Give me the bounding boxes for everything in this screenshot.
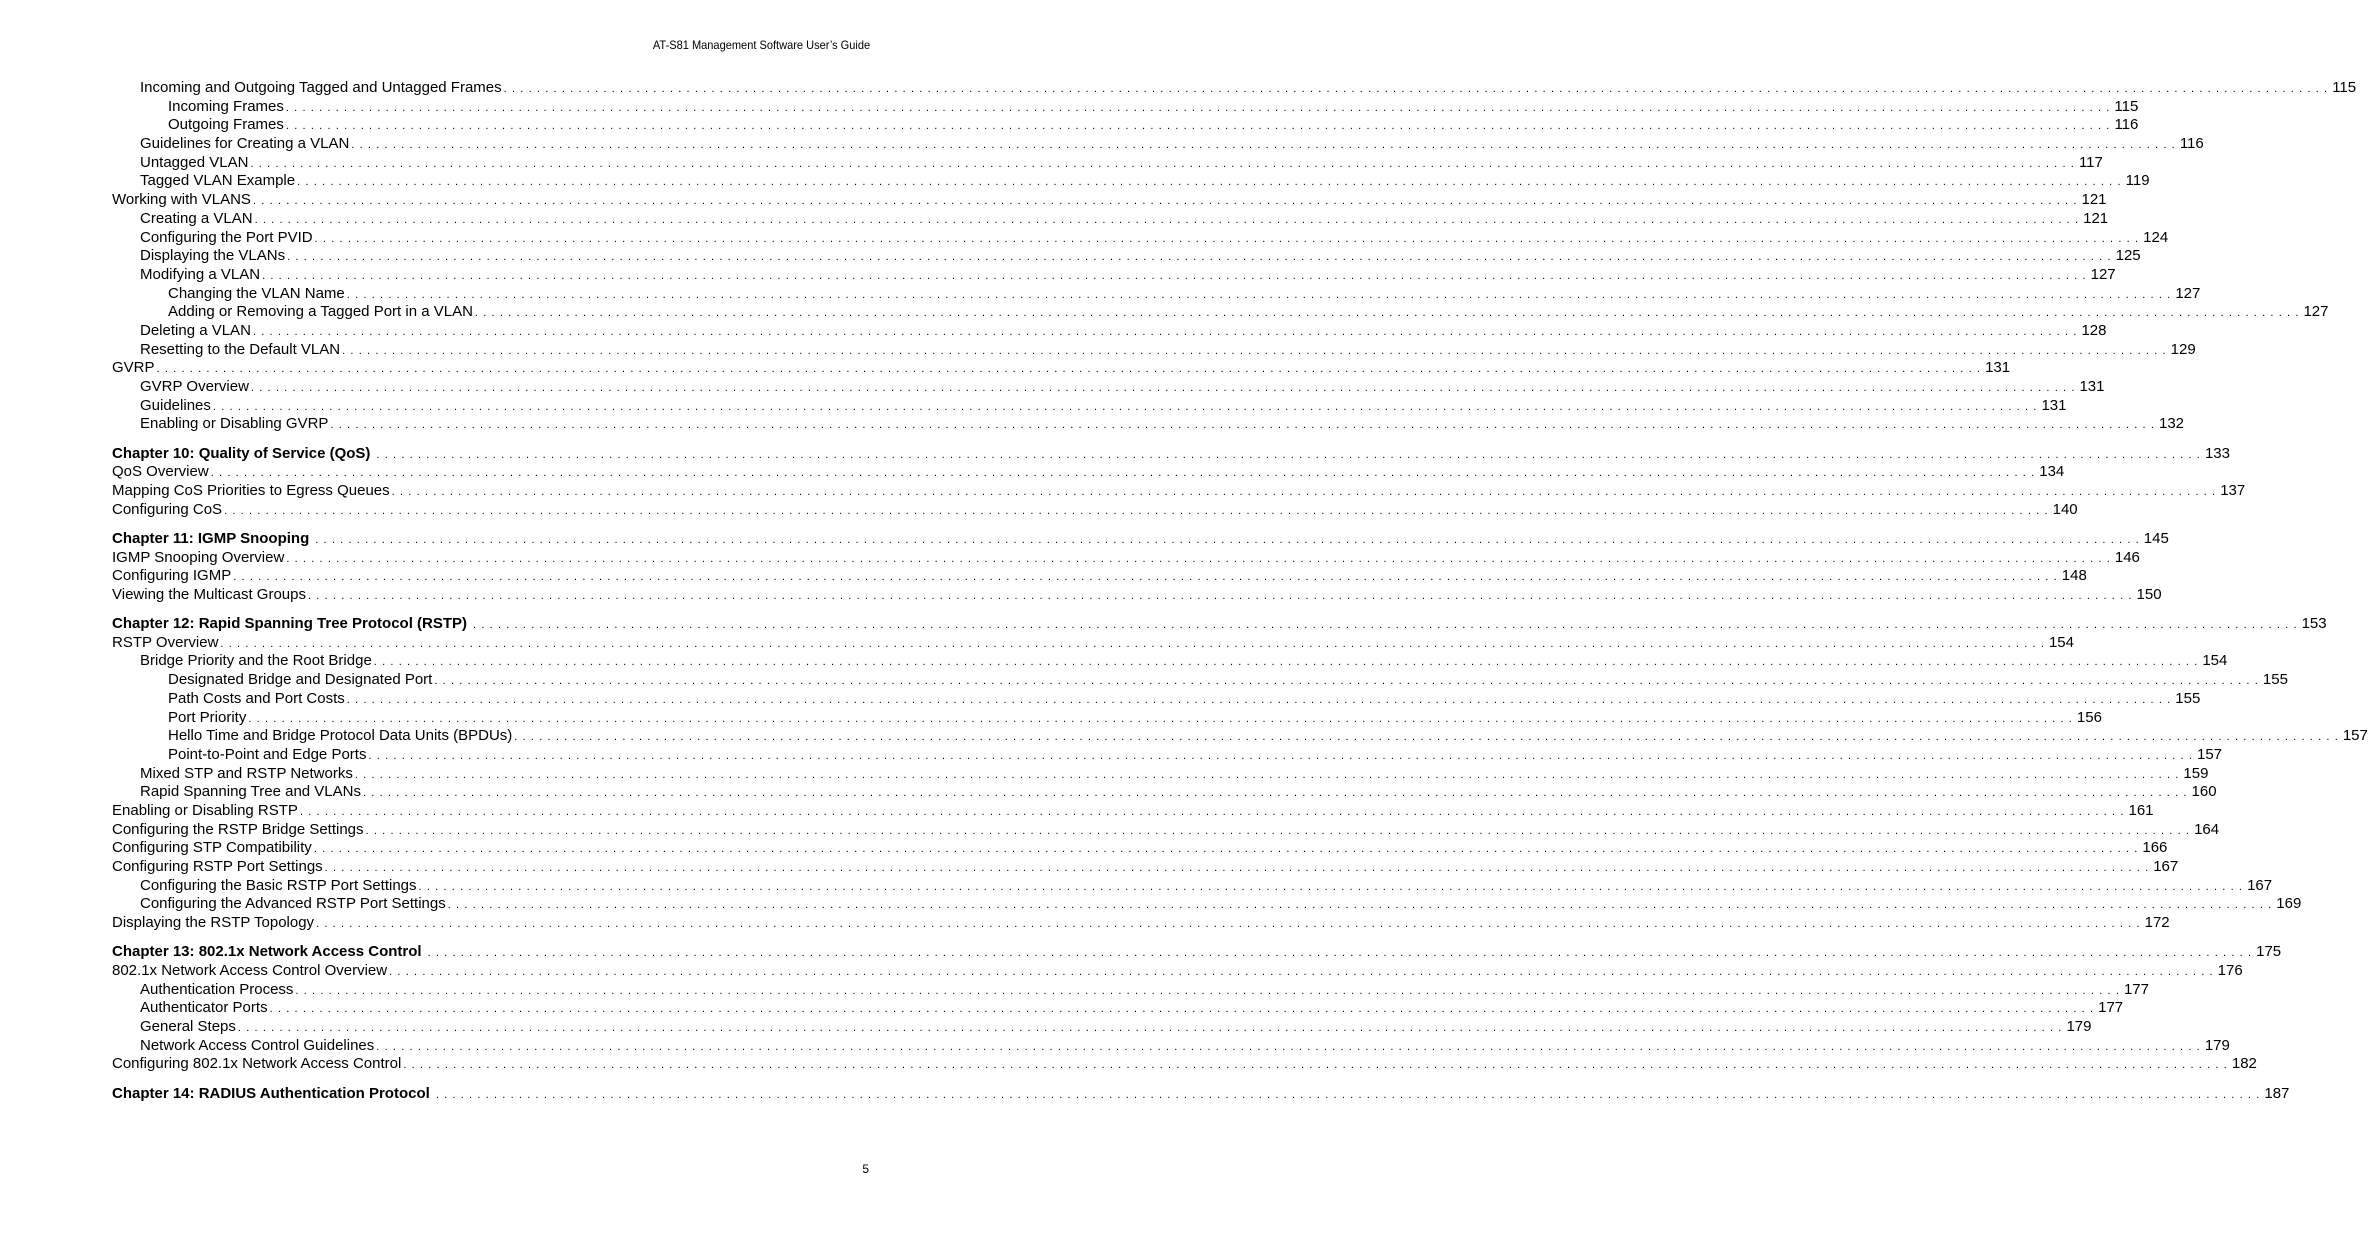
dot-leader: . . . . . . . . . . . . . . . . . . . . . . . . . . . . . . . . . . . . . . . . . . . . . . . . . . . . . . . . . . . . . . . . . . . . . . . . . . . . . . . . . . . . . . . . . . . . . . . . . . . . . . . . . . . . . . . . . . . . . . . . . . . . . . . . . . . . . . . . . . . . . . . . . . . . . . . . . . . . . . . . . . . . . . . . . . . . . . . . . . . . . . . . . . . . . . . . . . . . . . . . . . . . . . . . . . . . . . . . . . . . (299, 805, 2125, 818)
toc-entry[interactable] (112, 284, 2201, 304)
dot-leader: . . . . . . . . . . . . . . . . . . . . . . . . . . . . . . . . . . . . . . . . . . . . . . . . . . . . . . . . . . . . . . . . . . . . . . . . . . . . . . . . . . . . . . . . . . . . . . . . . . . . . . . . . . . . . . . . . . . . . . . . . . . . . . . . . . . . . . . . . . . . . . . . . . . . . . . . . . . . . . . . . . . . . . . . . . . . . . . . . . . . . . . . . . . . . . . . . . . . . . . . . . . . . . . . . . . . . . . . . . . . (314, 232, 2140, 245)
toc-entry[interactable] (112, 764, 2209, 784)
dot-leader: . . . . . . . . . . . . . . . . . . . . . . . . . . . . . . . . . . . . . . . . . . . . . . . . . . . . . . . . . . . . . . . . . . . . . . . . . . . . . . . . . . . . . . . . . . . . . . . . . . . . . . . . . . . . . . . . . . . . . . . . . . . . . . . . . . . . . . . . . . . . . . . . . . . . . . . . . . . . . . . . . . . . . . . . . . . . . . . . . . . . . . . . . . . . . . . . . . . . . . . . . . . . . . . . . . . . . . . . . . . . (254, 213, 2080, 226)
dot-leader: . . . . . . . . . . . . . . . . . . . . . . . . . . . . . . . . . . . . . . . . . . . . . . . . . . . . . . . . . . . . . . . . . . . . . . . . . . . . . . . . . . . . . . . . . . . . . . . . . . . . . . . . . . . . . . . . . . . . . . . . . . . . . . . . . . . . . . . . . . . . . . . . . . . . . . . . . . . . . . . . . . . . . . . . . . . . . . . . . . . . . . . . . . . . . . . . . . . . . . . . . . . . . . . . . . . . . . . . . . . . (285, 120, 2111, 133)
dot-leader: . . . . . . . . . . . . . . . . . . . . . . . . . . . . . . . . . . . . . . . . . . . . . . . . . . . . . . . . . . . . . . . . . . . . . . . . . . . . . . . . . . . . . . . . . . . . . . . . . . . . . . . . . . . . . . . . . . . . . . . . . . . . . . . . . . . . . . . . . . . . . . . . . . . . . . . . . . . . . . . . . . . . . . . . . . . . . . . . . . . . . . . . . . . . . . . . . . . . . . . . . . . . . . . . . . . . . . . . . . . . (307, 589, 2133, 602)
toc-entry[interactable] (112, 135, 2204, 154)
dot-leader: . . . . . . . . . . . . . . . . . . . . . . . . . . . . . . . . . . . . . . . . . . . . . . . . . . . . . . . . . . . . . . . . . . . . . . . . . . . . . . . . . . . . . . . . . . . . . . . . . . . . . . . . . . . . . . . . . . . . . . . . . . . . . . . . . . . . . . . . . . . . . . . . . . . . . . . . . . . . . . . . . . . . . . . . . . . . . . . . . . . . . . . . . . . . . . . . . . . . . . . . . . . . . . . . . . . . . . . . . . . . (376, 1040, 2201, 1053)
toc-entry-page: 154 (2048, 633, 2074, 651)
toc-entry-title: RSTP Overview (112, 633, 219, 651)
dot-leader: . . . . . . . . . . . . . . . . . . . . . . . . . . . . . . . . . . . . . . . . . . . . . . . . . . . . . . . . . . . . . . . . . . . . . . . . . . . . . . . . . . . . . . . . . . . . . . . . . . . . . . . . . . . . . . . . . . . . . . . . . . . . . . . . . . . . . . . . . . . . . . . . . . . . . . . . . . . . . . . . . . . . . . . . . . . . . . . . . . . . . . . . . . . . . . . . . . . . . . . . . . . . . . . . . . . . . . . . . . . . (447, 899, 2273, 912)
toc-entry[interactable] (112, 876, 2273, 896)
toc-entry[interactable] (112, 745, 2223, 765)
toc-entry-title: Configuring the Basic RSTP Port Settings (140, 876, 417, 894)
toc-entry[interactable] (112, 321, 2107, 341)
toc-entry-page: 121 (2083, 209, 2109, 227)
toc-entry-page: 115 (2332, 79, 2357, 96)
toc-entry-page: 117 (2078, 153, 2103, 171)
toc-entry-page: 116 (2114, 116, 2139, 134)
toc-entry-page: 182 (2231, 1055, 2257, 1073)
dot-leader: . . . . . . . . . . . . . . . . . . . . . . . . . . . . . . . . . . . . . . . . . . . . . . . . . . . . . . . . . . . . . . . . . . . . . . . . . . . . . . . . . . . . . . . . . . . . . . . . . . . . . . . . . . . . . . . . . . . . . . . . . . . . . . . . . . . . . . . . . . . . . . . . . . . . . . . . . . . . . . . . . . . . . . . . . . . . . . . . . . . . . . . . . . . . . . . . . . . . . . . . . . . . . . . . . . . . . . . . . . . . (262, 269, 2087, 282)
dot-leader: . . . . . . . . . . . . . . . . . . . . . . . . . . . . . . . . . . . . . . . . . . . . . . . . . . . . . . . . . . . . . . . . . . . . . . . . . . . . . . . . . . . . . . . . . . . . . . . . . . . . . . . . . . . . . . . . . . . . . . . . . . . . . . . . . . . . . . . . . . . . . . . . . . . . . . . . . . . . . . . . . . . . . . . . . . . . . . . . . . . . . . . . . . . . . . . . . . . . . . . . . . . . . . . . . . . . . . . . . . . . (316, 918, 2141, 931)
toc-entry-page: 133 (2204, 444, 2230, 462)
toc-entry-page: 137 (2220, 481, 2246, 499)
toc-entry[interactable] (112, 1036, 2230, 1056)
toc-entry-title: GVRP Overview (140, 378, 249, 395)
toc-entry[interactable] (112, 783, 2217, 802)
toc-entry-title: Guidelines (140, 396, 211, 414)
toc-entry-title: Displaying the VLANs (140, 247, 286, 265)
toc-entry-title: Bridge Priority and the Root Bridge (140, 652, 372, 670)
toc-entry[interactable] (112, 228, 2169, 248)
toc-entry[interactable] (112, 463, 2065, 482)
dot-leader: . . . . . . . . . . . . . . . . . . . . . . . . . . . . . . . . . . . . . . . . . . . . . . . . . . . . . . . . . . . . . . . . . . . . . . . . . . . . . . . . . . . . . . . . . . . . . . . . . . . . . . . . . . . . . . . . . . . . . . . . . . . . . . . . . . . . . . . . . . . . . . . . . . . . . . . . . . . . . . . . . . . . . . . . . . . . . . . . . . . . . . . . . . . . . . . . . . . . . . . . . . . . . . . . . . . . . . . . . . . . (315, 533, 2140, 546)
dot-leader: . . . . . . . . . . . . . . . . . . . . . . . . . . . . . . . . . . . . . . . . . . . . . . . . . . . . . . . . . . . . . . . . . . . . . . . . . . . . . . . . . . . . . . . . . . . . . . . . . . . . . . . . . . . . . . . . . . . . . . . . . . . . . . . . . . . . . . . . . . . . . . . . . . . . . . . . . . . . . . . . . . . . . . . . . . . . . . . . . . . . . . . . . . . . . . . . . . . . . . . . . . . . . . . . . . . . . . . . . . . . (269, 1003, 2095, 1016)
toc-entry-page: 176 (2217, 961, 2243, 979)
toc-entry[interactable] (112, 839, 2168, 858)
toc-entry[interactable] (112, 567, 2087, 586)
toc-entry-title: Port Priority (168, 708, 247, 726)
toc-entry-page: 116 (2179, 135, 2204, 153)
toc-entry-title: Configuring the RSTP Bridge Settings (112, 820, 364, 838)
toc-entry-page: 119 (2125, 172, 2150, 190)
toc-chapter-entry[interactable] (112, 943, 2282, 962)
toc-entry-title: Mixed STP and RSTP Networks (140, 764, 353, 782)
toc-entry-title: Chapter 14: RADIUS Authentication Protocol (112, 1084, 430, 1102)
dot-leader: . . . . . . . . . . . . . . . . . . . . . . . . . . . . . . . . . . . . . . . . . . . . . . . . . . . . . . . . . . . . . . . . . . . . . . . . . . . . . . . . . . . . . . . . . . . . . . . . . . . . . . . . . . . . . . . . . . . . . . . . . . . . . . . . . . . . . . . . . . . . . . . . . . . . . . . . . . . . . . . . . . . . . . . . . . . . . . . . . . . . . . . . . . . . . . . . . . . . . . . . . . . . . . . . . . . . . . . . . . . . (474, 307, 2300, 320)
toc-entry-title: Enabling or Disabling RSTP (112, 801, 298, 819)
dot-leader: . . . . . . . . . . . . . . . . . . . . . . . . . . . . . . . . . . . . . . . . . . . . . . . . . . . . . . . . . . . . . . . . . . . . . . . . . . . . . . . . . . . . . . . . . . . . . . . . . . . . . . . . . . . . . . . . . . . . . . . . . . . . . . . . . . . . . . . . . . . . . . . . . . . . . . . . . . . . . . . . . . . . . . . . . . . . . . . . . . . . . . . . . . . . . . . . . . . . . . . . . . . . . . . . . . . . . . . . . . . . (233, 571, 2058, 584)
toc-entry[interactable] (112, 79, 2357, 98)
dot-leader: . . . . . . . . . . . . . . . . . . . . . . . . . . . . . . . . . . . . . . . . . . . . . . . . . . . . . . . . . . . . . . . . . . . . . . . . . . . . . . . . . . . . . . . . . . . . . . . . . . . . . . . . . . . . . . . . . . . . . . . . . . . . . . . . . . . . . . . . . . . . . . . . . . . . . . . . . . . . . . . . . . . . . . . . . . . . . . . . . . . . . . . . . . . . . . . . . . . . . . . . . . . . . . . . . . . . . . . . . . . . (156, 363, 1982, 376)
toc-entry[interactable] (112, 858, 2179, 877)
toc-entry-title: Resetting to the Default VLAN (140, 340, 341, 358)
toc-entry-title: Guidelines for Creating a VLAN (140, 135, 350, 153)
dot-leader: . . . . . . . . . . . . . . . . . . . . . . . . . . . . . . . . . . . . . . . . . . . . . . . . . . . . . . . . . . . . . . . . . . . . . . . . . . . . . . . . . . . . . . . . . . . . . . . . . . . . . . . . . . . . . . . . . . . . . . . . . . . . . . . . . . . . . . . . . . . . . . . . . . . . . . . . . . . . . . . . . . . . . . . . . . . . . . . . . . . . . . . . . . . . . . . . . . . . . . . . . . . . . . . . . . . . . . . . . . . . (210, 467, 2036, 480)
toc-entry-page: 153 (2301, 615, 2327, 633)
toc-entry-page: 157 (2197, 745, 2223, 763)
toc-entry-title: Configuring 802.1x Network Access Control (112, 1055, 402, 1073)
dot-leader: . . . . . . . . . . . . . . . . . . . . . . . . . . . . . . . . . . . . . . . . . . . . . . . . . . . . . . . . . . . . . . . . . . . . . . . . . . . . . . . . . . . . . . . . . . . . . . . . . . . . . . . . . . . . . . . . . . . . . . . . . . . . . . . . . . . . . . . . . . . . . . . . . . . . . . . . . . . . . . . . . . . . . . . . . . . . . . . . . . . . . . . . . . . . . . . . . . . . . . . . . . . . . . . . . . . . . . . . . . . . (224, 504, 2049, 517)
toc-entry[interactable] (112, 153, 2103, 173)
toc-entry-page: 148 (2061, 567, 2087, 585)
toc-entry[interactable] (112, 727, 2368, 746)
toc-entry-page: 132 (2158, 415, 2185, 433)
toc-entry[interactable] (112, 895, 2302, 914)
toc-entry-title: Untagged VLAN (140, 153, 249, 171)
toc-entry-title: Configuring RSTP Port Settings (112, 858, 323, 875)
toc-entry[interactable] (112, 689, 2201, 709)
toc-entry-page: 134 (2039, 463, 2065, 481)
dot-leader: . . . . . . . . . . . . . . . . . . . . . . . . . . . . . . . . . . . . . . . . . . . . . . . . . . . . . . . . . . . . . . . . . . . . . . . . . . . . . . . . . . . . . . . . . . . . . . . . . . . . . . . . . . . . . . . . . . . . . . . . . . . . . . . . . . . . . . . . . . . . . . . . . . . . . . . . . . . . . . . . . . . . . . . . . . . . . . . . . . . . . . . . . . . . . . . . . . . . . . . . . . . . . . . . . . . . . . . . . . . . (376, 448, 2201, 461)
dot-leader: . . . . . . . . . . . . . . . . . . . . . . . . . . . . . . . . . . . . . . . . . . . . . . . . . . . . . . . . . . . . . . . . . . . . . . . . . . . . . . . . . . . . . . . . . . . . . . . . . . . . . . . . . . . . . . . . . . . . . . . . . . . . . . . . . . . . . . . . . . . . . . . . . . . . . . . . . . . . . . . . . . . . . . . . . . . . . . . . . . . . . . . . . . . . . . . . . . . . . . . . . . . . . . . . . . . . . . . . . . . . (346, 288, 2172, 301)
toc-entry-title: Network Access Control Guidelines (140, 1036, 375, 1054)
toc-entry-page: 166 (2142, 839, 2168, 857)
toc-entry-title: Configuring IGMP (112, 567, 232, 585)
toc-entry-page: 175 (2256, 943, 2282, 961)
toc-entry[interactable] (112, 980, 2149, 1000)
toc-entry-title: Adding or Removing a Tagged Port in a VLAN (168, 303, 473, 321)
toc-entry-title: Mapping CoS Priorities to Egress Queues (112, 481, 390, 499)
toc-entry-page: 187 (2264, 1084, 2290, 1102)
toc-entry-page: 150 (2136, 585, 2162, 603)
dot-leader: . . . . . . . . . . . . . . . . . . . . . . . . . . . . . . . . . . . . . . . . . . . . . . . . . . . . . . . . . . . . . . . . . . . . . . . . . . . . . . . . . . . . . . . . . . . . . . . . . . . . . . . . . . . . . . . . . . . . . . . . . . . . . . . . . . . . . . . . . . . . . . . . . . . . . . . . . . . . . . . . . . . . . . . . . . . . . . . . . . . . . . . . . . . . . . . . . . . . . . . . . . . . . . . . . . . . . . . . . . . . (252, 325, 2078, 338)
toc-entry-page: 155 (2262, 671, 2288, 689)
toc-entry[interactable] (112, 708, 2102, 728)
toc-entry-title: Configuring STP Compatibility (112, 839, 312, 857)
dot-leader: . . . . . . . . . . . . . . . . . . . . . . . . . . . . . . . . . . . . . . . . . . . . . . . . . . . . . . . . . . . . . . . . . . . . . . . . . . . . . . . . . . . . . . . . . . . . . . . . . . . . . . . . . . . . . . . . . . . . . . . . . . . . . . . . . . . . . . . . . . . . . . . . . . . . . . . . . . . . . . . . . . . . . . . . . . . . . . . . . . . . . . . . . . . . . . . . . . . . . . . . . . . . . . . . . . . . . . . . . . . . (286, 552, 2111, 565)
toc-entry-page: 157 (2342, 727, 2368, 745)
dot-leader: . . . . . . . . . . . . . . . . . . . . . . . . . . . . . . . . . . . . . . . . . . . . . . . . . . . . . . . . . . . . . . . . . . . . . . . . . . . . . . . . . . . . . . . . . . . . . . . . . . . . . . . . . . . . . . . . . . . . . . . . . . . . . . . . . . . . . . . . . . . . . . . . . . . . . . . . . . . . . . . . . . . . . . . . . . . . . . . . . . . . . . . . . . . . . . . . . . . . . . . . . . . . . . . . . . . . . . . . . . . . (391, 485, 2217, 498)
toc-entry[interactable] (112, 820, 2220, 840)
toc-entry-title: QoS Overview (112, 463, 209, 481)
toc-entry-page: 127 (2175, 284, 2201, 302)
toc-entry-page: 154 (2202, 652, 2228, 670)
toc-entry-title: Configuring the Port PVID (140, 228, 313, 246)
toc-entry-page: 155 (2175, 689, 2201, 707)
toc-entry-title: Working with VLANS (112, 191, 251, 209)
toc-entry-title: Configuring the Advanced RSTP Port Settings (140, 895, 446, 913)
toc-entry-title: Hello Time and Bridge Protocol Data Units (BPDUs) (168, 727, 513, 745)
toc-entry[interactable] (112, 247, 2141, 266)
toc-chapter-entry[interactable] (112, 444, 2230, 464)
toc-entry-title: Authenticator Ports (140, 999, 268, 1017)
toc-chapter-entry[interactable] (112, 529, 2169, 549)
toc-entry-page: 125 (2115, 247, 2141, 265)
toc-entry-page: 172 (2144, 914, 2170, 932)
page-number: 5 (862, 1162, 869, 1176)
toc-entry-page: 159 (2183, 764, 2209, 782)
toc-chapter-entry[interactable] (112, 615, 2327, 634)
toc-entry-title: Incoming and Outgoing Tagged and Untagged Frames (140, 79, 502, 96)
toc-entry[interactable] (112, 500, 2078, 520)
toc-entry-title: Tagged VLAN Example (140, 172, 296, 190)
toc-entry-page: 164 (2194, 820, 2220, 838)
dot-leader: . . . . . . . . . . . . . . . . . . . . . . . . . . . . . . . . . . . . . . . . . . . . . . . . . . . . . . . . . . . . . . . . . . . . . . . . . . . . . . . . . . . . . . . . . . . . . . . . . . . . . . . . . . . . . . . . . . . . . . . . . . . . . . . . . . . . . . . . . . . . . . . . . . . . . . . . . . . . . . . . . . . . . . . . . . . . . . . . . . . . . . . . . . . . . . . . . . . . . . . . . . . . . . . . . . . . . . . . . . . . (418, 880, 2244, 893)
dot-leader: . . . . . . . . . . . . . . . . . . . . . . . . . . . . . . . . . . . . . . . . . . . . . . . . . . . . . . . . . . . . . . . . . . . . . . . . . . . . . . . . . . . . . . . . . . . . . . . . . . . . . . . . . . . . . . . . . . . . . . . . . . . . . . . . . . . . . . . . . . . . . . . . . . . . . . . . . . . . . . . . . . . . . . . . . . . . . . . . . . . . . . . . . . . . . . . . . . . . . . . . . . . . . . . . . . . . . . . . . . . . (389, 965, 2214, 978)
table-of-contents (112, 79, 2368, 1103)
toc-entry-page: 124 (2143, 228, 2169, 246)
dot-leader: . . . . . . . . . . . . . . . . . . . . . . . . . . . . . . . . . . . . . . . . . . . . . . . . . . . . . . . . . . . . . . . . . . . . . . . . . . . . . . . . . . . . . . . . . . . . . . . . . . . . . . . . . . . . . . . . . . . . . . . . . . . . . . . . . . . . . . . . . . . . . . . . . . . . . . . . . . . . . . . . . . . . . . . . . . . . . . . . . . . . . . . . . . . . . . . . . . . . . . . . . . . . . . . . . . . . . . . . . . . . (503, 83, 2329, 95)
toc-entry-page: 179 (2066, 1018, 2092, 1035)
toc-entry[interactable] (112, 1018, 2092, 1037)
toc-entry-title: Configuring CoS (112, 500, 223, 518)
toc-entry-title: Deleting a VLAN (140, 321, 251, 339)
toc-entry[interactable] (112, 1055, 2257, 1074)
toc-entry-title: Creating a VLAN (140, 209, 253, 227)
toc-entry-page: 177 (2098, 999, 2124, 1017)
toc-entry-page: 131 (2041, 396, 2067, 414)
toc-entry-page: 127 (2303, 303, 2329, 321)
toc-entry-title: Displaying the RSTP Topology (112, 914, 315, 932)
toc-entry[interactable] (112, 303, 2329, 322)
dot-leader: . . . . . . . . . . . . . . . . . . . . . . . . . . . . . . . . . . . . . . . . . . . . . . . . . . . . . . . . . . . . . . . . . . . . . . . . . . . . . . . . . . . . . . . . . . . . . . . . . . . . . . . . . . . . . . . . . . . . . . . . . . . . . . . . . . . . . . . . . . . . . . . . . . . . . . . . . . . . . . . . . . . . . . . . . . . . . . . . . . . . . . . . . . . . . . . . . . . . . . . . . . . . . . . . . . . . . . . . . . . . (403, 1059, 2228, 1072)
toc-entry[interactable] (112, 961, 2243, 981)
dot-leader: . . . . . . . . . . . . . . . . . . . . . . . . . . . . . . . . . . . . . . . . . . . . . . . . . . . . . . . . . . . . . . . . . . . . . . . . . . . . . . . . . . . . . . . . . . . . . . . . . . . . . . . . . . . . . . . . . . . . . . . . . . . . . . . . . . . . . . . . . . . . . . . . . . . . . . . . . . . . . . . . . . . . . . . . . . . . . . . . . . . . . . . . . . . . . . . . . . . . . . . . . . . . . . . . . . . . . . . . . . . . (514, 731, 2339, 744)
toc-entry-page: 145 (2143, 529, 2169, 547)
toc-entry-title: Authentication Process (140, 980, 294, 998)
dot-leader: . . . . . . . . . . . . . . . . . . . . . . . . . . . . . . . . . . . . . . . . . . . . . . . . . . . . . . . . . . . . . . . . . . . . . . . . . . . . . . . . . . . . . . . . . . . . . . . . . . . . . . . . . . . . . . . . . . . . . . . . . . . . . . . . . . . . . . . . . . . . . . . . . . . . . . . . . . . . . . . . . . . . . . . . . . . . . . . . . . . . . . . . . . . . . . . . . . . . . . . . . . . . . . . . . . . . . . . . . . . . (248, 712, 2073, 725)
dot-leader: . . . . . . . . . . . . . . . . . . . . . . . . . . . . . . . . . . . . . . . . . . . . . . . . . . . . . . . . . . . . . . . . . . . . . . . . . . . . . . . . . . . . . . . . . . . . . . . . . . . . . . . . . . . . . . . . . . . . . . . . . . . . . . . . . . . . . . . . . . . . . . . . . . . . . . . . . . . . . . . . . . . . . . . . . . . . . . . . . . . . . . . . . . . . . . . . . . . . . . . . . . . . . . . . . . . . . . . . . . . . (473, 619, 2298, 632)
dot-leader: . . . . . . . . . . . . . . . . . . . . . . . . . . . . . . . . . . . . . . . . . . . . . . . . . . . . . . . . . . . . . . . . . . . . . . . . . . . . . . . . . . . . . . . . . . . . . . . . . . . . . . . . . . . . . . . . . . . . . . . . . . . . . . . . . . . . . . . . . . . . . . . . . . . . . . . . . . . . . . . . . . . . . . . . . . . . . . . . . . . . . . . . . . . . . . . . . . . . . . . . . . . . . . . . . . . . . . . . . . . . (342, 344, 2167, 357)
dot-leader: . . . . . . . . . . . . . . . . . . . . . . . . . . . . . . . . . . . . . . . . . . . . . . . . . . . . . . . . . . . . . . . . . . . . . . . . . . . . . . . . . . . . . . . . . . . . . . . . . . . . . . . . . . . . . . . . . . . . . . . . . . . . . . . . . . . . . . . . . . . . . . . . . . . . . . . . . . . . . . . . . . . . . . . . . . . . . . . . . . . . . . . . . . . . . . . . . . . . . . . . . . . . . . . . . . . . . . . . . . . . (250, 382, 2076, 394)
dot-leader: . . . . . . . . . . . . . . . . . . . . . . . . . . . . . . . . . . . . . . . . . . . . . . . . . . . . . . . . . . . . . . . . . . . . . . . . . . . . . . . . . . . . . . . . . . . . . . . . . . . . . . . . . . . . . . . . . . . . . . . . . . . . . . . . . . . . . . . . . . . . . . . . . . . . . . . . . . . . . . . . . . . . . . . . . . . . . . . . . . . . . . . . . . . . . . . . . . . . . . . . . . . . . . . . . . . . . . . . . . . . (346, 693, 2172, 706)
toc-entry-page: 127 (2090, 265, 2116, 283)
toc-entry[interactable] (112, 801, 2154, 821)
dot-leader: . . . . . . . . . . . . . . . . . . . . . . . . . . . . . . . . . . . . . . . . . . . . . . . . . . . . . . . . . . . . . . . . . . . . . . . . . . . . . . . . . . . . . . . . . . . . . . . . . . . . . . . . . . . . . . . . . . . . . . . . . . . . . . . . . . . . . . . . . . . . . . . . . . . . . . . . . . . . . . . . . . . . . . . . . . . . . . . . . . . . . . . . . . . . . . . . . . . . . . . . . . . . . . . . . . . . . . . . . . . . (365, 824, 2191, 837)
toc-entry[interactable] (112, 671, 2288, 690)
dot-leader: . . . . . . . . . . . . . . . . . . . . . . . . . . . . . . . . . . . . . . . . . . . . . . . . . . . . . . . . . . . . . . . . . . . . . . . . . . . . . . . . . . . . . . . . . . . . . . . . . . . . . . . . . . . . . . . . . . . . . . . . . . . . . . . . . . . . . . . . . . . . . . . . . . . . . . . . . . . . . . . . . . . . . . . . . . . . . . . . . . . . . . . . . . . . . . . . . . . . . . . . . . . . . . . . . . . . . . . . . . . . (427, 947, 2253, 960)
dot-leader: . . . . . . . . . . . . . . . . . . . . . . . . . . . . . . . . . . . . . . . . . . . . . . . . . . . . . . . . . . . . . . . . . . . . . . . . . . . . . . . . . . . . . . . . . . . . . . . . . . . . . . . . . . . . . . . . . . . . . . . . . . . . . . . . . . . . . . . . . . . . . . . . . . . . . . . . . . . . . . . . . . . . . . . . . . . . . . . . . . . . . . . . . . . . . . . . . . . . . . . . . . . . . . . . . . . . . . . . . . . . (295, 984, 2120, 997)
toc-entry[interactable] (112, 340, 2196, 360)
toc-entry-page: 179 (2204, 1036, 2230, 1054)
toc-entry[interactable] (112, 633, 2074, 653)
toc-entry-title: IGMP Snooping Overview (112, 548, 285, 566)
dot-leader: . . . . . . . . . . . . . . . . . . . . . . . . . . . . . . . . . . . . . . . . . . . . . . . . . . . . . . . . . . . . . . . . . . . . . . . . . . . . . . . . . . . . . . . . . . . . . . . . . . . . . . . . . . . . . . . . . . . . . . . . . . . . . . . . . . . . . . . . . . . . . . . . . . . . . . . . . . . . . . . . . . . . . . . . . . . . . . . . . . . . . . . . . . . . . . . . . . . . . . . . . . . . . . . . . . . . . . . . . . . . (287, 251, 2112, 264)
dot-leader: . . . . . . . . . . . . . . . . . . . . . . . . . . . . . . . . . . . . . . . . . . . . . . . . . . . . . . . . . . . . . . . . . . . . . . . . . . . . . . . . . . . . . . . . . . . . . . . . . . . . . . . . . . . . . . . . . . . . . . . . . . . . . . . . . . . . . . . . . . . . . . . . . . . . . . . . . . . . . . . . . . . . . . . . . . . . . . . . . . . . . . . . . . . . . . . . . . . . . . . . . . . . . . . . . . . . . . . . . . . . (351, 139, 2176, 152)
toc-entry-title: Changing the VLAN Name (168, 284, 345, 302)
toc-entry-title: Chapter 13: 802.1x Network Access Control (112, 943, 422, 961)
toc-entry-page: 128 (2081, 321, 2107, 339)
dot-leader: . . . . . . . . . . . . . . . . . . . . . . . . . . . . . . . . . . . . . . . . . . . . . . . . . . . . . . . . . . . . . . . . . . . . . . . . . . . . . . . . . . . . . . . . . . . . . . . . . . . . . . . . . . . . . . . . . . . . . . . . . . . . . . . . . . . . . . . . . . . . . . . . . . . . . . . . . . . . . . . . . . . . . . . . . . . . . . . . . . . . . . . . . . . . . . . . . . . . . . . . . . . . . . . . . . . . . . . . . . . . (313, 843, 2139, 856)
toc-entry[interactable] (112, 97, 2139, 117)
toc-entry[interactable] (112, 359, 2011, 378)
dot-leader: . . . . . . . . . . . . . . . . . . . . . . . . . . . . . . . . . . . . . . . . . . . . . . . . . . . . . . . . . . . . . . . . . . . . . . . . . . . . . . . . . . . . . . . . . . . . . . . . . . . . . . . . . . . . . . . . . . . . . . . . . . . . . . . . . . . . . . . . . . . . . . . . . . . . . . . . . . . . . . . . . . . . . . . . . . . . . . . . . . . . . . . . . . . . . . . . . . . . . . . . . . . . . . . . . . . . . . . . . . . . (252, 195, 2078, 208)
running-header: AT-S81 Management Software User’s Guide (652, 38, 870, 52)
toc-entry[interactable] (112, 585, 2162, 605)
dot-leader: . . . . . . . . . . . . . . . . . . . . . . . . . . . . . . . . . . . . . . . . . . . . . . . . . . . . . . . . . . . . . . . . . . . . . . . . . . . . . . . . . . . . . . . . . . . . . . . . . . . . . . . . . . . . . . . . . . . . . . . . . . . . . . . . . . . . . . . . . . . . . . . . . . . . . . . . . . . . . . . . . . . . . . . . . . . . . . . . . . . . . . . . . . . . . . . . . . . . . . . . . . . . . . . . . . . . . . . . . . . . (435, 1088, 2261, 1101)
toc-entry[interactable] (112, 914, 2170, 933)
dot-leader: . . . . . . . . . . . . . . . . . . . . . . . . . . . . . . . . . . . . . . . . . . . . . . . . . . . . . . . . . . . . . . . . . . . . . . . . . . . . . . . . . . . . . . . . . . . . . . . . . . . . . . . . . . . . . . . . . . . . . . . . . . . . . . . . . . . . . . . . . . . . . . . . . . . . . . . . . . . . . . . . . . . . . . . . . . . . . . . . . . . . . . . . . . . . . . . . . . . . . . . . . . . . . . . . . . . . . . . . . . . . (373, 656, 2199, 669)
toc-entry-title: Outgoing Frames (168, 116, 284, 134)
toc-entry-title: Point-to-Point and Edge Ports (168, 745, 367, 763)
toc-entry-title: 802.1x Network Access Control Overview (112, 961, 388, 979)
dot-leader: . . . . . . . . . . . . . . . . . . . . . . . . . . . . . . . . . . . . . . . . . . . . . . . . . . . . . . . . . . . . . . . . . . . . . . . . . . . . . . . . . . . . . . . . . . . . . . . . . . . . . . . . . . . . . . . . . . . . . . . . . . . . . . . . . . . . . . . . . . . . . . . . . . . . . . . . . . . . . . . . . . . . . . . . . . . . . . . . . . . . . . . . . . . . . . . . . . . . . . . . . . . . . . . . . . . . . . . . . . . . (212, 400, 2038, 413)
toc-entry-title: Rapid Spanning Tree and VLANs (140, 783, 361, 801)
toc-entry-title: Chapter 10: Quality of Service (QoS) (112, 444, 371, 462)
toc-entry-title: Chapter 12: Rapid Spanning Tree Protocol (RSTP) (112, 615, 468, 633)
dot-leader: . . . . . . . . . . . . . . . . . . . . . . . . . . . . . . . . . . . . . . . . . . . . . . . . . . . . . . . . . . . . . . . . . . . . . . . . . . . . . . . . . . . . . . . . . . . . . . . . . . . . . . . . . . . . . . . . . . . . . . . . . . . . . . . . . . . . . . . . . . . . . . . . . . . . . . . . . . . . . . . . . . . . . . . . . . . . . . . . . . . . . . . . . . . . . . . . . . . . . . . . . . . . . . . . . . . . . . . . . . . . (324, 862, 2150, 874)
toc-entry-title: Viewing the Multicast Groups (112, 585, 306, 603)
toc-entry[interactable] (112, 548, 2140, 568)
toc-entry[interactable] (112, 396, 2067, 416)
toc-entry-page: 131 (1985, 359, 2011, 377)
toc-entry-page: 146 (2114, 548, 2140, 566)
toc-entry-title: GVRP (112, 359, 155, 377)
toc-entry[interactable] (112, 191, 2107, 210)
toc-entry-page: 129 (2170, 340, 2196, 358)
toc-entry-page: 161 (2128, 801, 2154, 819)
toc-entry-page: 177 (2123, 980, 2149, 998)
dot-leader: . . . . . . . . . . . . . . . . . . . . . . . . . . . . . . . . . . . . . . . . . . . . . . . . . . . . . . . . . . . . . . . . . . . . . . . . . . . . . . . . . . . . . . . . . . . . . . . . . . . . . . . . . . . . . . . . . . . . . . . . . . . . . . . . . . . . . . . . . . . . . . . . . . . . . . . . . . . . . . . . . . . . . . . . . . . . . . . . . . . . . . . . . . . . . . . . . . . . . . . . . . . . . . . . . . . . . . . . . . . . (237, 1022, 2063, 1034)
toc-entry[interactable] (112, 116, 2139, 135)
dot-leader: . . . . . . . . . . . . . . . . . . . . . . . . . . . . . . . . . . . . . . . . . . . . . . . . . . . . . . . . . . . . . . . . . . . . . . . . . . . . . . . . . . . . . . . . . . . . . . . . . . . . . . . . . . . . . . . . . . . . . . . . . . . . . . . . . . . . . . . . . . . . . . . . . . . . . . . . . . . . . . . . . . . . . . . . . . . . . . . . . . . . . . . . . . . . . . . . . . . . . . . . . . . . . . . . . . . . . . . . . . . . (434, 675, 2259, 688)
toc-entry[interactable] (112, 209, 2109, 229)
toc-entry-page: 131 (2079, 378, 2105, 395)
toc-chapter-entry[interactable] (112, 1084, 2290, 1104)
toc-entry[interactable] (112, 265, 2116, 285)
toc-entry[interactable] (112, 999, 2124, 1018)
toc-entry-title: Chapter 11: IGMP Snooping (112, 529, 310, 547)
toc-entry-page: 167 (2247, 876, 2273, 894)
toc-entry-page: 115 (2114, 97, 2139, 115)
toc-entry[interactable] (112, 172, 2150, 191)
dot-leader: . . . . . . . . . . . . . . . . . . . . . . . . . . . . . . . . . . . . . . . . . . . . . . . . . . . . . . . . . . . . . . . . . . . . . . . . . . . . . . . . . . . . . . . . . . . . . . . . . . . . . . . . . . . . . . . . . . . . . . . . . . . . . . . . . . . . . . . . . . . . . . . . . . . . . . . . . . . . . . . . . . . . . . . . . . . . . . . . . . . . . . . . . . . . . . . . . . . . . . . . . . . . . . . . . . . . . . . . . . . . (297, 176, 2122, 189)
dot-leader: . . . . . . . . . . . . . . . . . . . . . . . . . . . . . . . . . . . . . . . . . . . . . . . . . . . . . . . . . . . . . . . . . . . . . . . . . . . . . . . . . . . . . . . . . . . . . . . . . . . . . . . . . . . . . . . . . . . . . . . . . . . . . . . . . . . . . . . . . . . . . . . . . . . . . . . . . . . . . . . . . . . . . . . . . . . . . . . . . . . . . . . . . . . . . . . . . . . . . . . . . . . . . . . . . . . . . . . . . . . . (368, 749, 2193, 762)
toc-entry-page: 121 (2081, 191, 2107, 209)
toc-entry-page: 169 (2276, 895, 2302, 913)
toc-entry-page: 140 (2052, 500, 2078, 518)
dot-leader: . . . . . . . . . . . . . . . . . . . . . . . . . . . . . . . . . . . . . . . . . . . . . . . . . . . . . . . . . . . . . . . . . . . . . . . . . . . . . . . . . . . . . . . . . . . . . . . . . . . . . . . . . . . . . . . . . . . . . . . . . . . . . . . . . . . . . . . . . . . . . . . . . . . . . . . . . . . . . . . . . . . . . . . . . . . . . . . . . . . . . . . . . . . . . . . . . . . . . . . . . . . . . . . . . . . . . . . . . . . . (330, 419, 2155, 432)
toc-entry-page: 167 (2153, 858, 2179, 875)
toc-entry[interactable] (112, 378, 2105, 397)
toc-entry-page: 160 (2191, 783, 2217, 801)
toc-entry-title: Incoming Frames (168, 97, 284, 115)
toc-entry[interactable] (112, 481, 2246, 501)
toc-entry-title: Designated Bridge and Designated Port (168, 671, 433, 689)
toc-entry-title: General Steps (140, 1018, 236, 1035)
dot-leader: . . . . . . . . . . . . . . . . . . . . . . . . . . . . . . . . . . . . . . . . . . . . . . . . . . . . . . . . . . . . . . . . . . . . . . . . . . . . . . . . . . . . . . . . . . . . . . . . . . . . . . . . . . . . . . . . . . . . . . . . . . . . . . . . . . . . . . . . . . . . . . . . . . . . . . . . . . . . . . . . . . . . . . . . . . . . . . . . . . . . . . . . . . . . . . . . . . . . . . . . . . . . . . . . . . . . . . . . . . . . (220, 637, 2045, 650)
toc-entry-title: Enabling or Disabling GVRP (140, 415, 329, 433)
toc-entry-title: Path Costs and Port Costs (168, 689, 345, 707)
toc-entry[interactable] (112, 415, 2185, 434)
dot-leader: . . . . . . . . . . . . . . . . . . . . . . . . . . . . . . . . . . . . . . . . . . . . . . . . . . . . . . . . . . . . . . . . . . . . . . . . . . . . . . . . . . . . . . . . . . . . . . . . . . . . . . . . . . . . . . . . . . . . . . . . . . . . . . . . . . . . . . . . . . . . . . . . . . . . . . . . . . . . . . . . . . . . . . . . . . . . . . . . . . . . . . . . . . . . . . . . . . . . . . . . . . . . . . . . . . . . . . . . . . . . (250, 157, 2075, 170)
dot-leader: . . . . . . . . . . . . . . . . . . . . . . . . . . . . . . . . . . . . . . . . . . . . . . . . . . . . . . . . . . . . . . . . . . . . . . . . . . . . . . . . . . . . . . . . . . . . . . . . . . . . . . . . . . . . . . . . . . . . . . . . . . . . . . . . . . . . . . . . . . . . . . . . . . . . . . . . . . . . . . . . . . . . . . . . . . . . . . . . . . . . . . . . . . . . . . . . . . . . . . . . . . . . . . . . . . . . . . . . . . . . (285, 101, 2111, 114)
dot-leader: . . . . . . . . . . . . . . . . . . . . . . . . . . . . . . . . . . . . . . . . . . . . . . . . . . . . . . . . . . . . . . . . . . . . . . . . . . . . . . . . . . . . . . . . . . . . . . . . . . . . . . . . . . . . . . . . . . . . . . . . . . . . . . . . . . . . . . . . . . . . . . . . . . . . . . . . . . . . . . . . . . . . . . . . . . . . . . . . . . . . . . . . . . . . . . . . . . . . . . . . . . . . . . . . . . . . . . . . . . . . (354, 768, 2180, 781)
toc-entry-page: 156 (2076, 708, 2102, 726)
dot-leader: . . . . . . . . . . . . . . . . . . . . . . . . . . . . . . . . . . . . . . . . . . . . . . . . . . . . . . . . . . . . . . . . . . . . . . . . . . . . . . . . . . . . . . . . . . . . . . . . . . . . . . . . . . . . . . . . . . . . . . . . . . . . . . . . . . . . . . . . . . . . . . . . . . . . . . . . . . . . . . . . . . . . . . . . . . . . . . . . . . . . . . . . . . . . . . . . . . . . . . . . . . . . . . . . . . . . . . . . . . . . (362, 787, 2188, 800)
toc-entry-title: Modifying a VLAN (140, 265, 261, 283)
toc-entry[interactable] (112, 652, 2228, 671)
